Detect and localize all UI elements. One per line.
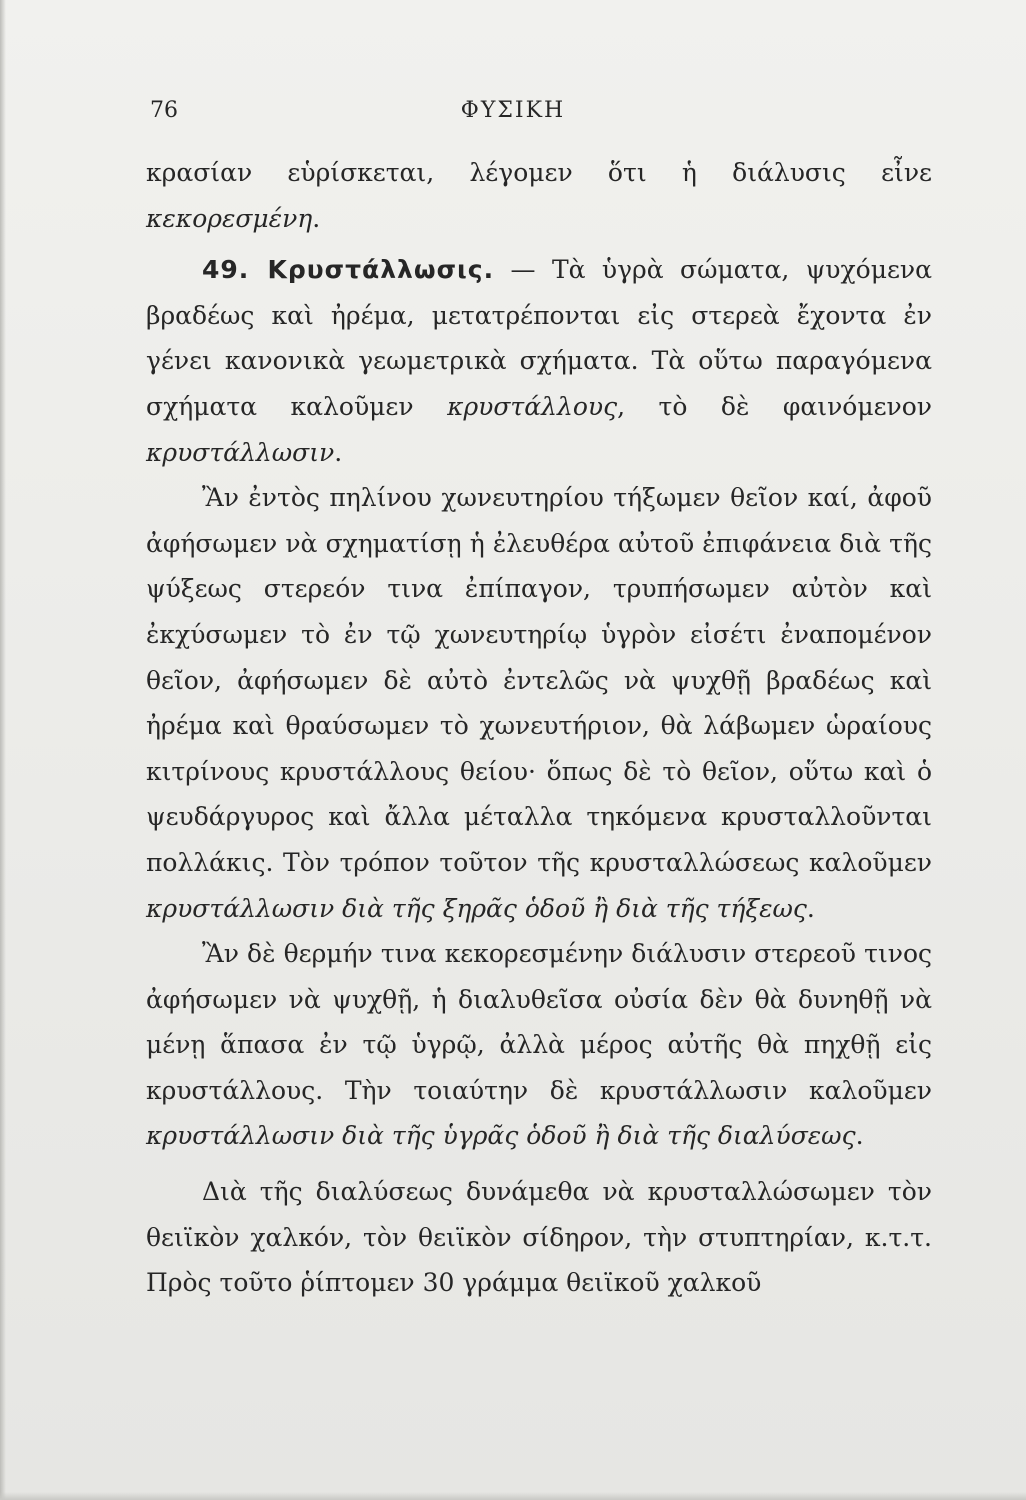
section-heading: 49. Κρυστάλλωσις. [202, 255, 495, 285]
paragraph-text: , τὸ δὲ φαινόμενον [617, 391, 932, 421]
paragraph-saturated-solution [146, 150, 932, 241]
paragraph-crystallization-definition [146, 247, 932, 475]
paragraph-text: . [334, 437, 343, 467]
page-number: 76 [150, 98, 178, 123]
italic-term: κρυστάλλωσιν [146, 437, 335, 467]
paragraph-copper-sulfate: Διὰ τῆς διαλύσεως δυνάμεθα νὰ κρυσταλλώσωμεν τὸν θειϊκὸν χαλκόν, τὸν θειϊκὸν σίδηρον, τὴν στυπτηρίαν, κ.τ.τ. Πρὸς τοῦτο ῥίπτομεν 30 γράμμα θειϊκοῦ χαλκοῦ [146, 1177, 932, 1298]
page-edge-shadow-left [0, 0, 6, 1500]
paragraph-text: Ἂν ἐντὸς πηλίνου χωνευτηρίου τήξωμεν θεῖον καί, ἀφοῦ ἀφήσωμεν νὰ σχηματίσῃ ἡ ἐλευθέρα αὐτοῦ ἐπιφάνεια διὰ τῆς ψύξεως στερεόν τινα ἐπίπαγον, τρυπήσωμεν αὐτὸν καὶ ἐκχύσωμεν τὸ ἐν τῷ χωνευτηρίῳ ὑγρὸν εἰσέτι ἐναπομένον θεῖον, ἀφήσωμεν δὲ αὐτὸ ἐντελῶς νὰ ψυχθῇ βραδέως καὶ ἠρέμα καὶ θραύσωμεν τὸ χωνευτήριον, θὰ λάβωμεν ὡραίους κιτρίνους κρυστάλλους θείου· ὅπως δὲ τὸ θεῖον, οὕτω καὶ ὁ ψευδάργυρος καὶ ἄλλα μέταλλα τηκόμενα κρυσταλλοῦνται πολλάκις. Τὸν τρόπον τοῦτον τῆς κρυσταλλώσεως καλοῦμεν [146, 483, 932, 877]
paragraph-text: — Τὰ ὑγρὰ σώματα, ψυχόμενα βραδέως καὶ ἠρέμα, μετατρέπονται εἰς στερεὰ ἔχοντα ἐν γένει κανονικὰ γεωμετρικὰ σχήματα. Τὰ οὕτω παραγόμενα σχήματα καλοῦμεν [146, 255, 932, 421]
paragraph-text: κρασίαν εὑρίσκεται, λέγομεν ὅτι ἡ διάλυσις εἶνε [146, 158, 932, 187]
paragraph-text: . [312, 203, 321, 233]
body-text [146, 150, 932, 1306]
paragraph-text: Ἂν δὲ θερμήν τινα κεκορεσμένην διάλυσιν στερεοῦ τινος ἀφήσωμεν νὰ ψυχθῇ, ἡ διαλυθεῖσα οὐσία δὲν θὰ δυνηθῇ νὰ μένῃ ἅπασα ἐν τῷ ὑγρῷ, ἀλλὰ μέρος αὐτῆς θὰ πηχθῇ εἰς κρυστάλλους. Τὴν τοιαύτην δὲ κρυστάλλωσιν καλοῦμεν [146, 939, 932, 1105]
page-edge-shadow-bottom [0, 1492, 1026, 1500]
paragraph-text: . [806, 893, 815, 923]
running-title: ΦΥΣΙΚΗ [460, 98, 566, 123]
italic-term: κρυστάλλωσιν διὰ τῆς ξηρᾶς ὁδοῦ ἢ διὰ τῆς τήξεως [146, 893, 807, 923]
italic-term: κρυστάλλωσιν διὰ τῆς ὑγρᾶς ὁδοῦ ἢ διὰ τῆς διαλύσεως [146, 1121, 856, 1151]
italic-term: κρυστάλλους [447, 391, 618, 421]
paragraph-wet-method [146, 931, 932, 1159]
paragraph-text: . [855, 1121, 864, 1151]
paragraph-dry-method [146, 475, 932, 931]
italic-term: κεκορεσμένη [146, 203, 313, 233]
